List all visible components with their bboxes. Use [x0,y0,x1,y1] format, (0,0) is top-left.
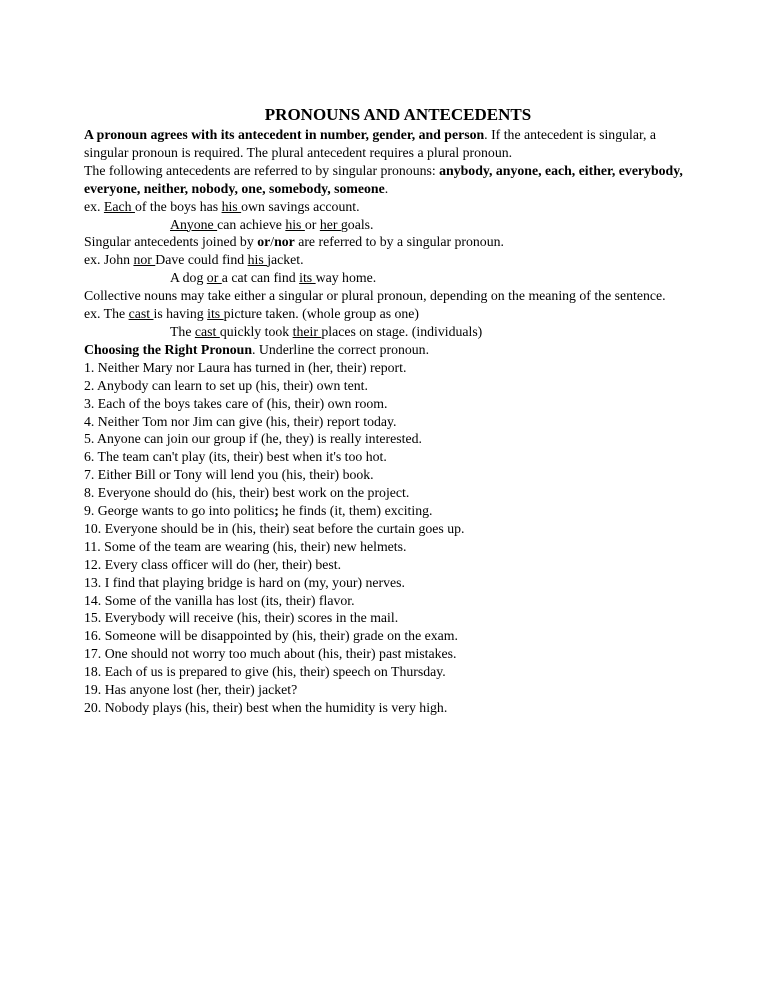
underlined-conjunction: or [206,270,222,286]
example-text: can achieve [217,216,286,232]
underlined-antecedent: cast [194,323,220,339]
example-line [84,323,684,341]
underlined-pronoun: his [247,252,268,268]
exercise-item-text: he finds (it, them) exciting. [278,503,433,519]
rule-text: Singular antecedents joined by [84,234,258,250]
agreement-rule-text: . If the antecedent is singular, a singular pronoun is required. The plural antecedent requires a plural pronoun. [84,127,657,160]
rule-bold-or: or [257,234,271,250]
page-title: PRONOUNS AND ANTECEDENTS [264,105,532,124]
exercise-item-semicolon: ; [274,503,279,519]
example-text: jacket. [267,252,304,268]
underlined-antecedent: Anyone [170,216,218,232]
example-text: or [304,216,320,232]
exercise-item: 11. Some of the team are wearing (his, their) new helmets. [84,538,407,554]
underlined-pronoun: his [221,198,242,214]
example-text: A dog [170,270,207,286]
example-text: a cat can find [221,270,300,286]
exercise-item [84,502,684,520]
example-text: goals. [340,216,374,232]
underlined-conjunction: nor [133,252,156,268]
exercise-item-text: 9. George wants to go into politics [84,503,275,519]
example-text: quickly took [219,323,293,339]
example-line [84,216,684,234]
example-line [84,269,684,287]
underlined-pronoun: their [292,323,322,339]
underlined-pronoun: his [285,216,305,232]
exercise-item: 6. The team can't play (its, their) best when it's too hot. [84,449,387,465]
example-text: way home. [315,270,377,286]
exercise-item: 8. Everyone should do (his, their) best work on the project. [84,485,410,501]
singular-antecedents-lead: The following antecedents are referred to by singular pronouns: [84,162,440,178]
exercise-item: 15. Everybody will receive (his, their) scores in the mail. [84,610,399,626]
exercise-item: 16. Someone will be disappointed by (his, their) grade on the exam. [84,628,458,644]
rule-slash: / [270,234,275,250]
example-line [84,251,684,269]
singular-antecedents-end: . [384,180,389,196]
example-text: ex. The [84,306,129,322]
example-text: of the boys has [134,198,222,214]
agreement-rule-bold: A pronoun agrees with its antecedent in number, gender, and person [84,127,485,142]
exercise-item: 12. Every class officer will do (her, their) best. [84,556,342,572]
exercise-item: 2. Anybody can learn to set up (his, their) own tent. [84,377,368,393]
example-line [84,305,684,323]
example-text: ex. [84,198,104,214]
collective-nouns-rule: Collective nouns may take either a singular or plural pronoun, depending on the meaning of the sentence. [84,288,666,304]
exercise-item: 5. Anyone can join our group if (he, they) is really interested. [84,431,422,447]
worksheet-page [84,104,684,717]
exercise-item: 17. One should not worry too much about (his, their) past mistakes. [84,646,457,662]
exercise-item: 13. I find that playing bridge is hard on (my, your) nerves. [84,574,405,590]
example-text: The [170,323,195,339]
exercise-heading-bold: Choosing the Right Pronoun [84,341,253,357]
exercise-item: 3. Each of the boys takes care of (his, their) own room. [84,395,388,411]
example-text: picture taken. (whole group as one) [223,306,420,322]
exercise-heading [84,341,684,359]
rule-bold-nor: nor [274,234,295,250]
joined-antecedents-rule [84,233,684,251]
exercise-item: 20. Nobody plays (his, their) best when the humidity is very high. [84,700,448,715]
example-text: places on stage. (individuals) [321,323,483,339]
exercise-item: 10. Everyone should be in (his, their) seat before the curtain goes up. [84,520,465,536]
underlined-pronoun: her [319,216,341,232]
example-text: own savings account. [241,198,360,214]
example-text: Dave could find [155,252,248,268]
exercise-item: 1. Neither Mary nor Laura has turned in (her, their) report. [84,359,407,375]
exercise-item: 19. Has anyone lost (her, their) jacket? [84,682,298,698]
agreement-rule [84,126,684,162]
example-text: ex. John [84,252,134,268]
exercise-item: 4. Neither Tom nor Jim can give (his, their) report today. [84,413,397,429]
example-line [84,198,684,216]
exercise-item: 7. Either Bill or Tony will lend you (his, their) book. [84,467,374,483]
rule-text: are referred to by a singular pronoun. [294,234,504,250]
singular-antecedents-rule [84,162,684,198]
exercise-item: 14. Some of the vanilla has lost (its, their) flavor. [84,592,355,608]
exercise-instructions: . Underline the correct pronoun. [252,341,430,357]
underlined-pronoun: its [207,306,224,322]
underlined-antecedent: cast [128,306,154,322]
underlined-antecedent: Each [103,198,135,214]
singular-antecedents-list: anybody, anyone, each, either, everybody, everyone, neither, nobody, one, somebody, someone [84,162,683,196]
underlined-pronoun: its [299,270,316,286]
exercise-item: 18. Each of us is prepared to give (his, their) speech on Thursday. [84,664,446,680]
example-text: is having [153,306,208,322]
